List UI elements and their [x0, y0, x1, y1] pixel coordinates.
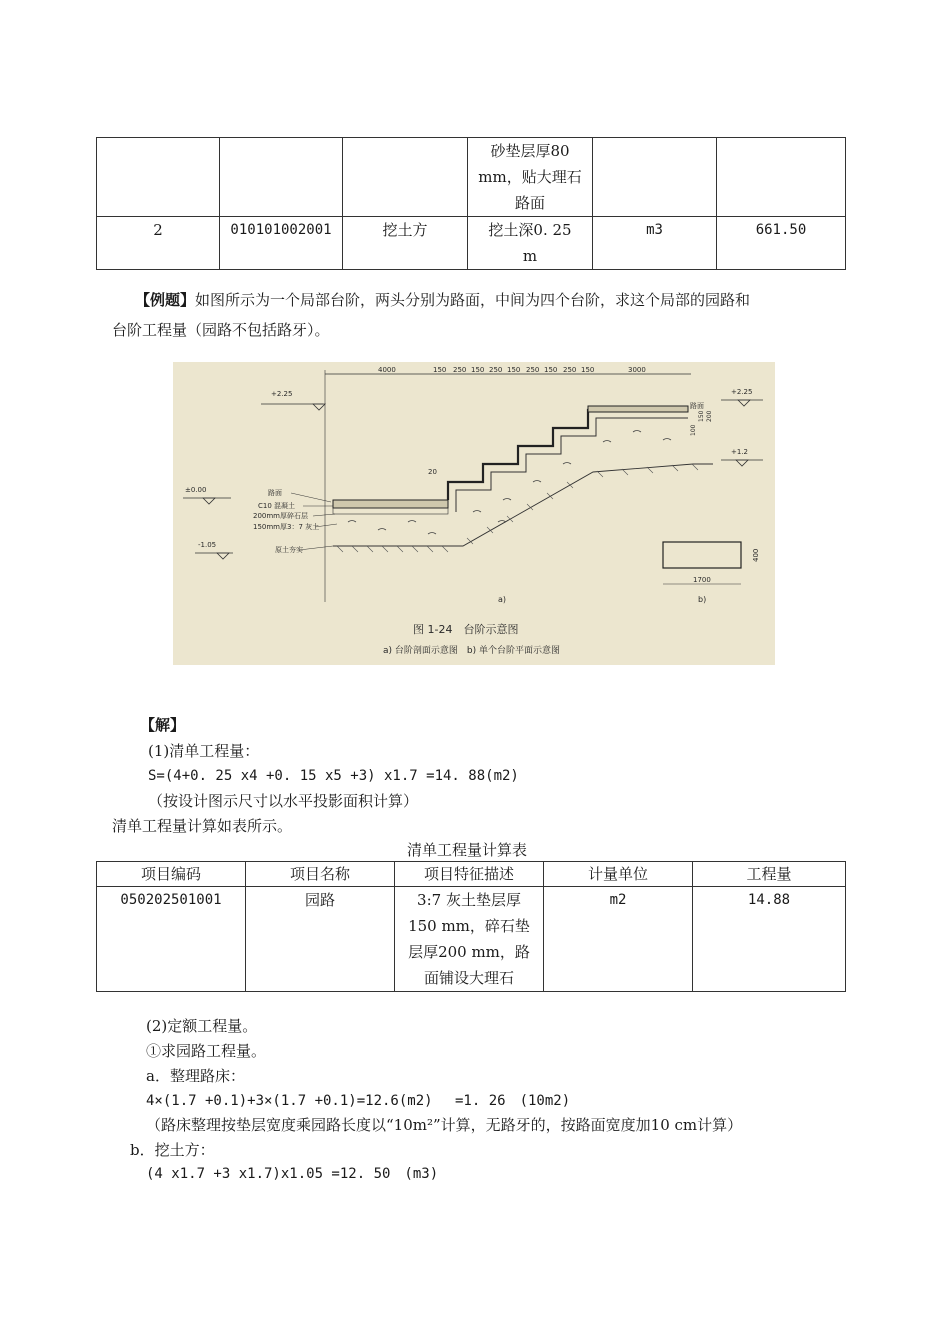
layer-label: 路面	[268, 489, 282, 497]
dim-label: 250	[526, 366, 540, 374]
project-name: 园路	[246, 887, 395, 992]
table-cell	[395, 887, 544, 992]
plan-width-label: 1700	[693, 576, 711, 584]
dim-label: 150	[433, 366, 447, 374]
svg-text:-1.05: -1.05	[198, 541, 217, 549]
solution-note: （按设计图示尺寸以水平投影面积计算）	[148, 792, 419, 810]
solution-step1-title: (1)清单工程量：	[148, 742, 260, 760]
table-intro: 清单工程量计算如表所示。	[112, 817, 293, 835]
part2-a-formula: 4×(1.7 +0.1)+3×(1.7 +0.1)=12.6(m2) =1. 26 (10m2)	[146, 1093, 571, 1109]
dim-label: 250	[563, 366, 577, 374]
dim-label: 4000	[378, 366, 396, 374]
elevation-marker	[721, 388, 763, 406]
elevation-marker	[195, 541, 233, 559]
calc-table	[96, 861, 846, 992]
svg-text:+2.25: +2.25	[271, 390, 293, 398]
part2-a-title: a．整理路床：	[146, 1067, 245, 1085]
desc-line: m	[522, 247, 538, 265]
table-cell	[220, 138, 343, 217]
row-number: 2	[97, 217, 220, 270]
table-cell	[717, 138, 846, 217]
quantity-cell: 661.50	[717, 217, 846, 270]
column-header: 项目编码	[97, 862, 246, 887]
dim-label: 250	[489, 366, 503, 374]
solution-formula: S=(4+0. 25 x4 +0. 15 x5 +3) x1.7 =14. 88(m2)	[148, 768, 519, 784]
desc-line: mm，贴大理石	[478, 168, 582, 186]
layer-label: 原土夯实	[275, 546, 303, 554]
unit-cell: m3	[593, 217, 717, 270]
svg-text:±0.00: ±0.00	[185, 486, 207, 494]
step-plan-rect	[663, 542, 741, 568]
step-width-label: 20	[428, 468, 437, 476]
table-cell	[468, 217, 593, 270]
table-title: 清单工程量计算表	[407, 841, 528, 859]
plan-height-label: 400	[752, 548, 760, 562]
example-label: 【例题】	[135, 291, 196, 309]
solution-label: 【解】	[140, 716, 186, 734]
column-header: 项目特征描述	[395, 862, 544, 887]
part2-b-title: b．挖土方：	[130, 1141, 215, 1159]
step-dim: 100	[690, 424, 697, 436]
desc-line: 路面	[514, 194, 545, 212]
dim-label: 250	[453, 366, 467, 374]
example-paragraph-line1	[135, 288, 750, 312]
svg-text:+1.2: +1.2	[731, 448, 748, 456]
column-header: 项目名称	[246, 862, 395, 887]
table-cell	[593, 138, 717, 217]
project-name: 挖土方	[343, 217, 468, 270]
unit-cell: m2	[544, 887, 693, 992]
quantity-cell: 14.88	[693, 887, 846, 992]
layer-label: 200mm厚碎石层	[253, 512, 308, 520]
dim-label: 150	[581, 366, 595, 374]
figure-subcaption: a) 台阶剖面示意图 b) 单个台阶平面示意图	[383, 646, 560, 656]
project-code: 010101002001	[220, 217, 343, 270]
table-header-row	[97, 862, 846, 887]
stair-diagram	[173, 362, 775, 665]
table-cell	[97, 138, 220, 217]
svg-text:+2.25: +2.25	[731, 388, 753, 396]
desc-line: 层厚200 mm，路	[408, 943, 530, 961]
dim-label: 150	[544, 366, 558, 374]
elevation-marker	[183, 486, 231, 504]
part2-title: (2)定额工程量。	[146, 1017, 258, 1035]
layer-label: C10 混凝土	[258, 502, 296, 510]
table-cell	[468, 138, 593, 217]
table-row	[97, 217, 846, 270]
part2-b-formula: (4 x1.7 +3 x1.7)x1.05 =12. 50 (m3)	[146, 1166, 439, 1182]
stair-section-figure	[173, 362, 775, 665]
layer-label: 150mm厚3：7 灰土	[253, 523, 320, 531]
figure-caption: 图 1-24 台阶示意图	[413, 623, 519, 636]
desc-line: 砂垫层厚80	[490, 142, 570, 160]
table-row	[97, 887, 846, 992]
desc-line: 挖土深0. 25	[488, 221, 572, 239]
column-header: 计量单位	[544, 862, 693, 887]
elevation-marker	[261, 390, 325, 410]
example-paragraph-line2: 台阶工程量（园路不包括路牙）。	[112, 321, 330, 339]
elevation-marker	[721, 448, 763, 466]
right-paving-label: 路面	[690, 402, 704, 410]
desc-line: 面铺设大理石	[423, 969, 514, 987]
example-text: 如图所示为一个局部台阶，两头分别为路面，中间为四个台阶，求这个局部的园路和	[195, 291, 751, 309]
table-cell	[343, 138, 468, 217]
column-header: 工程量	[693, 862, 846, 887]
label-b: b)	[698, 595, 707, 604]
dim-label: 3000	[628, 366, 646, 374]
dim-label: 150	[471, 366, 485, 374]
dim-label: 150	[507, 366, 521, 374]
desc-line: 150 mm，碎石垫	[408, 917, 530, 935]
table-row	[97, 138, 846, 217]
step-dim: 200	[706, 410, 713, 422]
top-table	[96, 137, 846, 270]
part2-a-note: （路床整理按垫层宽度乘园路长度以“10m²”计算，无路牙的，按路面宽度加10 cm计算）	[146, 1116, 743, 1134]
label-a: a)	[498, 595, 507, 604]
project-code: 050202501001	[97, 887, 246, 992]
step-dim: 150	[698, 410, 705, 422]
part2-sub1: ①求园路工程量。	[146, 1042, 267, 1060]
desc-line: 3:7 灰土垫层厚	[417, 891, 521, 909]
